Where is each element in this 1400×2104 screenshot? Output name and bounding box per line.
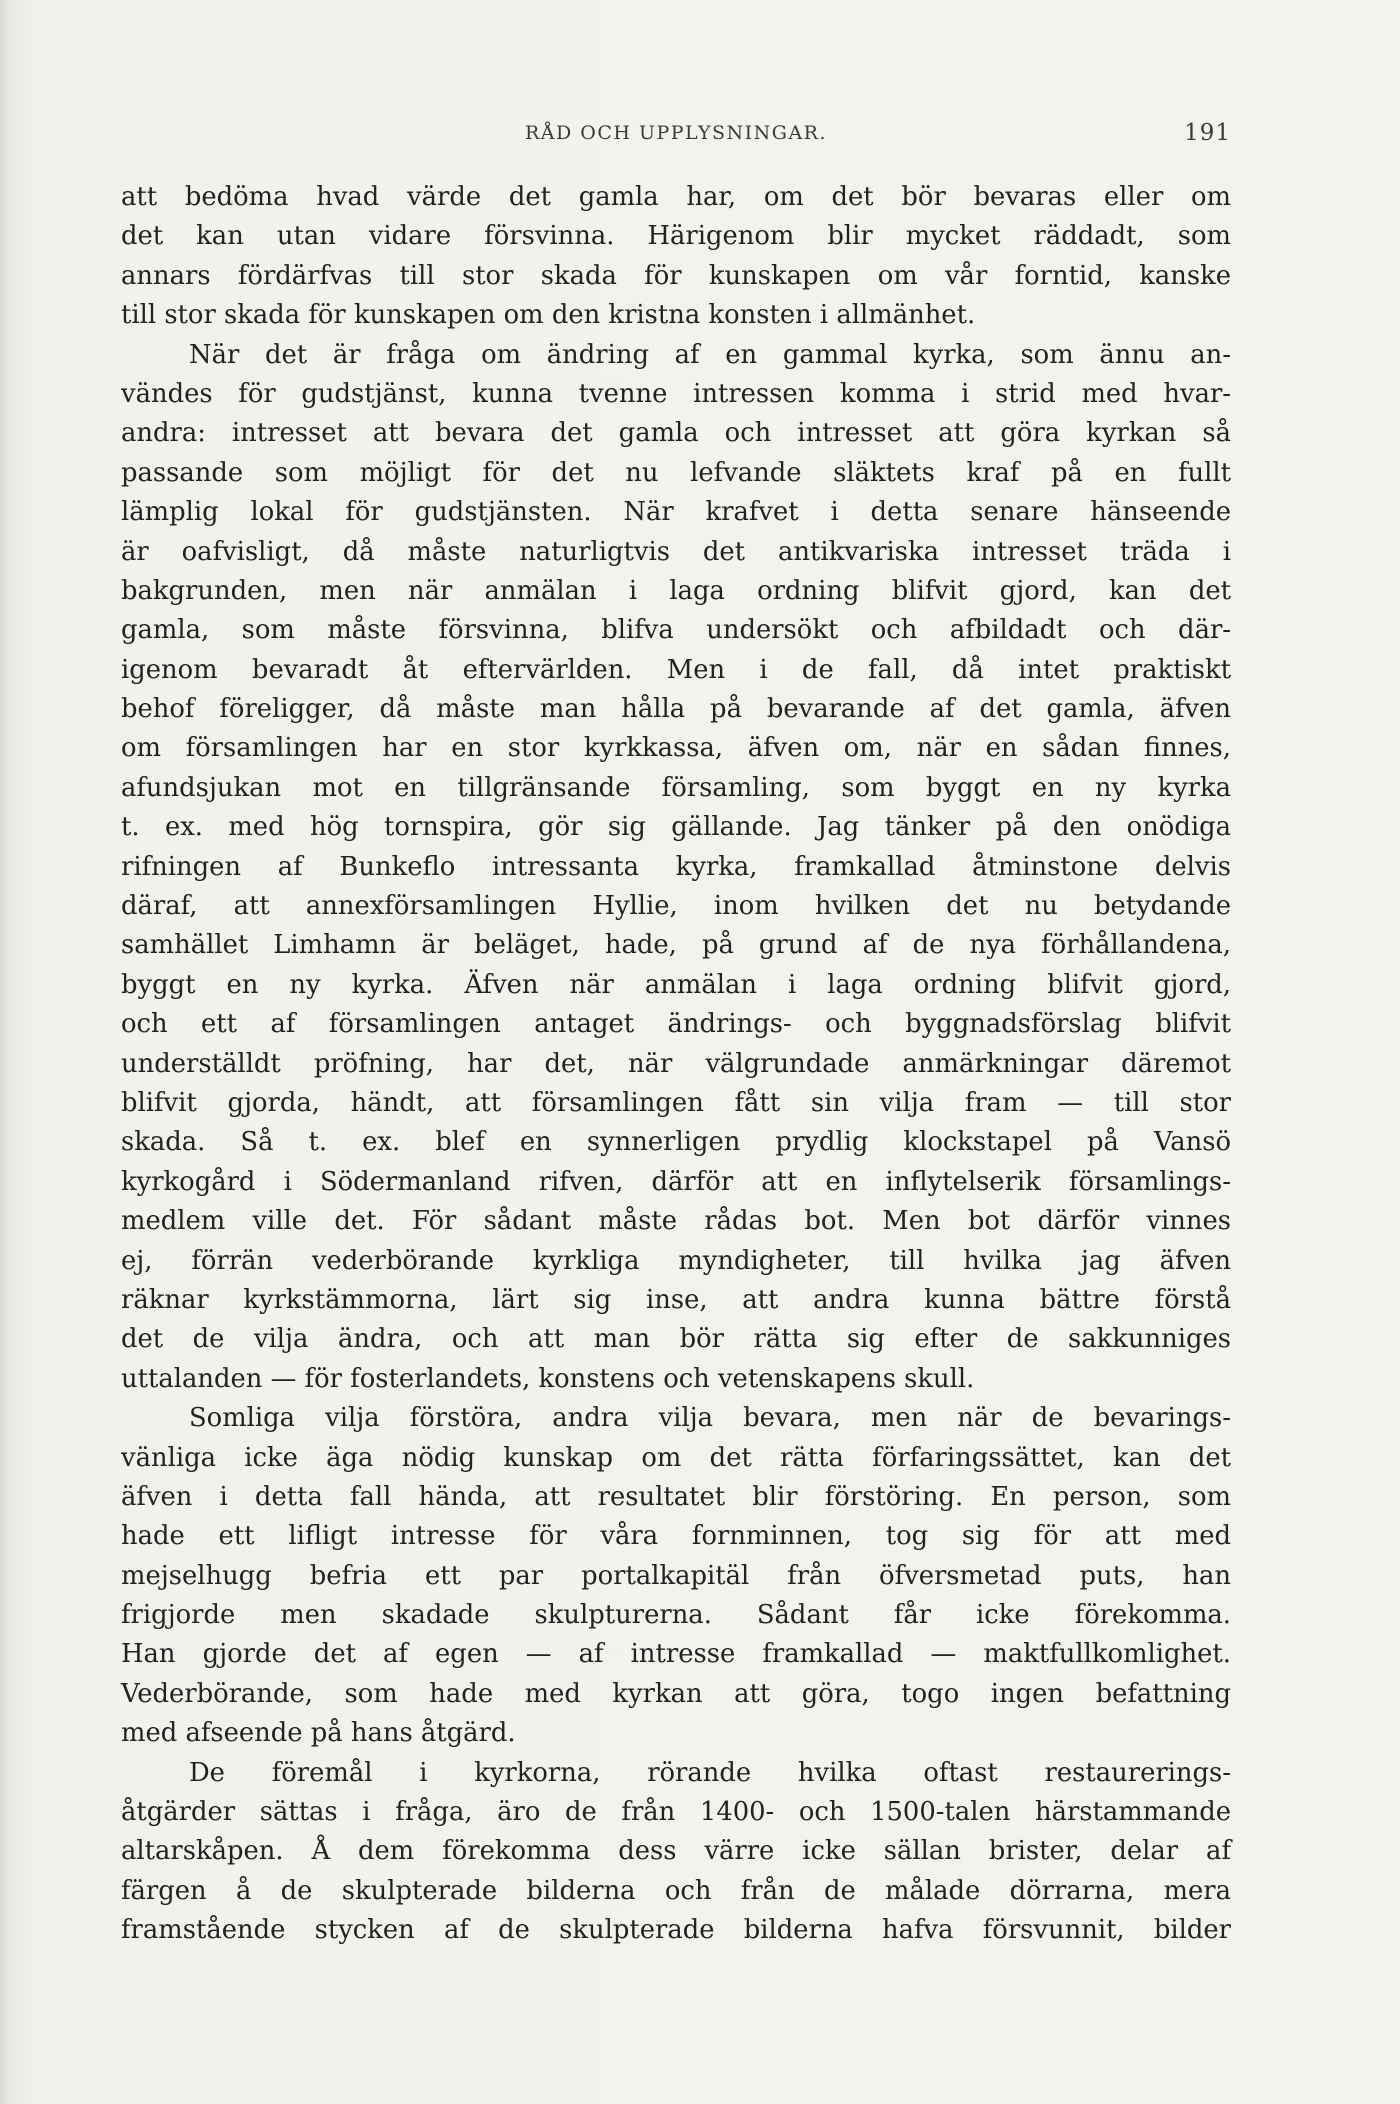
text-line: blifvit gjorda, händt, att församlingen fått sin vilja fram — till stor [121,1087,1231,1118]
text-line: t. ex. med hög tornspira, gör sig gällande. Jag tänker på den onödiga [121,812,1231,843]
text-line: åtgärder sättas i fråga, äro de från 1400- och 1500-talen härstammande [121,1797,1231,1828]
text-line: annars fördärfvas till stor skada för kunskapen om vår forntid, kanske [121,260,1231,291]
body-text [121,178,1231,1951]
text-line: byggt en ny kyrka. Äfven när anmälan i laga ordning blifvit gjord, [121,969,1231,1000]
text-line: behof föreligger, då måste man hålla på bevarande af det gamla, äfven [121,694,1231,725]
text-line: afundsjukan mot en tillgränsande församling, som byggt en ny kyrka [121,772,1231,803]
text-line: räknar kyrkstämmorna, lärt sig inse, att andra kunna bättre förstå [121,1284,1231,1315]
text-line: att bedöma hvad värde det gamla har, om det bör bevaras eller om [121,182,1231,212]
text-line: däraf, att annexförsamlingen Hyllie, inom hvilken det nu betydande [121,891,1231,922]
text-line: underställdt pröfning, har det, när välgrundade anmärkningar däremot [121,1048,1231,1079]
text-line: kyrkogård i Södermanland rifven, därför att en inflytelserik församlings- [121,1166,1231,1197]
text-line: vänliga icke äga nödig kunskap om det rätta förfaringssättet, kan det [121,1442,1231,1473]
text-line: mejselhugg befria ett par portalkapitäl från öfversmetad puts, han [121,1560,1231,1591]
text-line: Somliga vilja förstöra, andra vilja bevara, men när de bevarings- [189,1403,1231,1434]
text-line: det kan utan vidare försvinna. Härigenom blir mycket räddadt, som [121,221,1231,252]
text-line: medlem ville det. För sådant måste rådas bot. Men bot därför vinnes [121,1206,1231,1237]
text-line: till stor skada för kunskapen om den kristna konsten i allmänhet. [121,300,976,331]
text-line: bakgrunden, men när anmälan i laga ordning blifvit gjord, kan det [121,575,1231,606]
text-line: färgen å de skulpterade bilderna och från de målade dörrarna, mera [121,1875,1231,1906]
text-line: det de vilja ändra, och att man bör rätta sig efter de sakkunniges [121,1324,1231,1355]
text-line: altarskåpen. Å dem förekomma dess värre icke sällan brister, delar af [121,1836,1231,1867]
page-header [121,120,1231,150]
text-line: igenom bevaradt åt eftervärlden. Men i de fall, då intet praktiskt [121,654,1231,685]
text-line: rifningen af Bunkeflo intressanta kyrka, framkallad åtminstone delvis [121,851,1231,882]
text-line: gamla, som måste försvinna, blifva undersökt och afbildadt och där- [121,615,1231,646]
text-line: uttalanden — för fosterlandets, konstens och vetenskapens skull. [121,1363,975,1394]
text-line: lämplig lokal för gudstjänsten. När krafvet i detta senare hänseende [121,497,1231,528]
text-line: De föremål i kyrkorna, rörande hvilka oftast restaurerings- [189,1757,1231,1788]
text-line: samhället Limhamn är beläget, hade, på grund af de nya förhållandena, [121,930,1231,961]
text-line: Vederbörande, som hade med kyrkan att göra, togo ingen befattning [121,1678,1231,1709]
text-line: När det är fråga om ändring af en gammal kyrka, som ännu an- [189,339,1231,370]
page-number: 191 [1184,120,1231,146]
text-line: passande som möjligt för det nu lefvande släktets kraf på en fullt [121,457,1231,488]
text-line: äfven i detta fall hända, att resultatet blir förstöring. En person, som [121,1481,1231,1512]
text-line: framstående stycken af de skulpterade bilderna hafva försvunnit, bilder [121,1915,1231,1946]
text-line: hade ett lifligt intresse för våra fornminnen, tog sig för att med [121,1521,1231,1552]
text-line: vändes för gudstjänst, kunna tvenne intressen komma i strid med hvar- [121,378,1231,409]
text-line: andra: intresset att bevara det gamla och intresset att göra kyrkan så [121,418,1231,449]
text-line: frigjorde men skadade skulpturerna. Sådant får icke förekomma. [121,1600,1231,1631]
text-line: är oafvisligt, då måste naturligtvis det antikvariska intresset träda i [121,536,1231,567]
text-line: med afseende på hans åtgärd. [121,1718,516,1749]
text-line: skada. Så t. ex. blef en synnerligen prydlig klockstapel på Vansö [121,1127,1231,1158]
text-line: ej, förrän vederbörande kyrkliga myndigheter, till hvilka jag äfven [121,1245,1231,1276]
text-line: Han gjorde det af egen — af intresse framkallad — maktfullkomlighet. [121,1639,1231,1670]
text-line: och ett af församlingen antaget ändrings- och byggnadsförslag blifvit [121,1009,1231,1040]
text-line: om församlingen har en stor kyrkkassa, äfven om, när en sådan finnes, [121,733,1231,764]
running-title: RÅD OCH UPPLYSNINGAR. [524,122,828,144]
